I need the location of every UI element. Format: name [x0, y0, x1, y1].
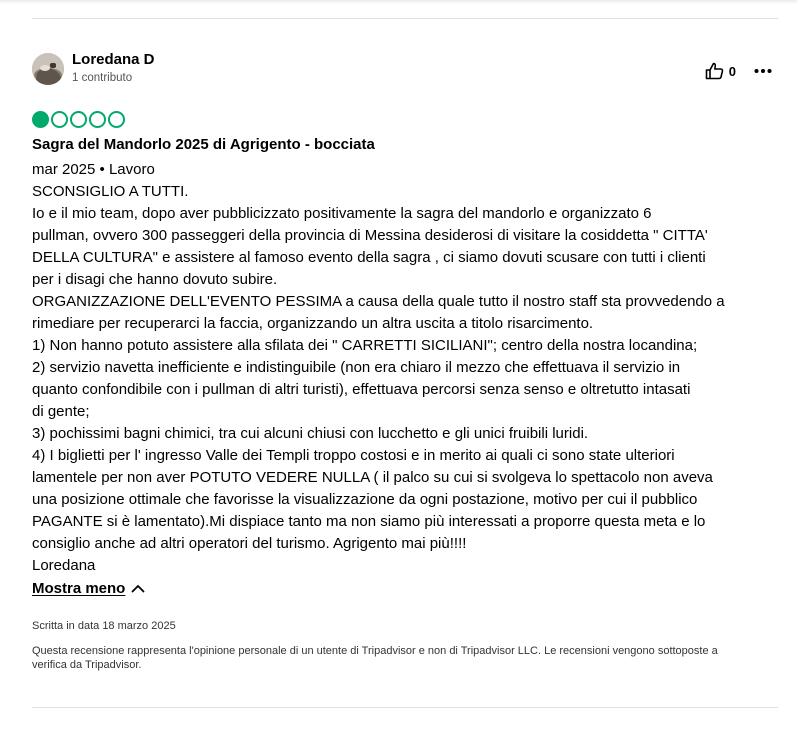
- thumbs-up-icon: [705, 62, 725, 80]
- review-body-line: pullman, ovvero 300 passeggeri della provincia di Messina desiderosi di visitare la cosiddetta " CITTA': [32, 227, 708, 244]
- helpful-count: 0: [728, 63, 736, 79]
- more-options-icon: [754, 68, 772, 74]
- user-avatar-photo-icon: [32, 53, 64, 85]
- contributions-count: 1 contributo: [72, 72, 133, 84]
- review-meta: mar 2025 • Lavoro: [32, 161, 155, 178]
- rating-bubble-empty: [89, 111, 106, 128]
- rating-bubbles: [32, 111, 778, 128]
- user-info: [72, 51, 155, 86]
- show-less-button[interactable]: [32, 580, 145, 597]
- written-date: Scritta in data 18 marzo 2025: [32, 620, 176, 632]
- review-body-line: quanto confondibile con i pullman di altri turisti), effettuava percorsi senza senso e oltretutto intasati: [32, 381, 691, 398]
- top-edge-shadow: [0, 0, 797, 4]
- review-body-line: PAGANTE si è lamentato).Mi dispiace tanto ma non siamo più interessati a proporre questa meta e lo: [32, 513, 706, 530]
- chevron-up-icon: [131, 584, 145, 593]
- review-body-line: DELLA CULTURA" e assistere al famoso evento della sagra , ci siamo dovuti scusare con tutti i clienti: [32, 249, 706, 266]
- review-body-line: 3) pochissimi bagni chimici, tra cui alcuni chiusi con lucchetto e gli unici fruibili luridi.: [32, 425, 589, 442]
- review-body-line: una posizione ottimale che favorisse la visualizzazione da ogni postazione, motivo per cui il pubblico: [32, 491, 698, 508]
- rating-bubble-empty: [51, 111, 68, 128]
- top-divider: [32, 18, 778, 19]
- helpful-vote-button[interactable]: [705, 62, 736, 80]
- review-body-line: consiglio anche ad altri operatori del turismo. Agrigento mai più!!!!: [32, 535, 467, 552]
- review-body-line: 1) Non hanno potuto assistere alla sfilata dei " CARRETTI SICILIANI"; centro della nostra locandina;: [32, 337, 698, 354]
- avatar[interactable]: [32, 53, 64, 85]
- review-body-line: 4) I biglietti per l' ingresso Valle dei Templi troppo costosi e in merito ai quali ci sono state ulteriori: [32, 447, 675, 464]
- review-body-line: SCONSIGLIO A TUTTI.: [32, 183, 189, 200]
- review-body-line: 2) servizio navetta inefficiente e indistinguibile (non era chiaro il mezzo che effettuava il servizio in: [32, 359, 681, 376]
- review-card: [32, 40, 778, 672]
- more-options-button[interactable]: [754, 68, 772, 74]
- bottom-divider: [32, 707, 778, 708]
- review-body-line: Loredana: [32, 557, 96, 574]
- rating-bubble-empty: [70, 111, 87, 128]
- review-body-line: per i disagi che hanno dovuto subire.: [32, 271, 278, 288]
- review-body-line: lamentele per non aver POTUTO VEDERE NULLA ( il palco su cui si svolgeva lo spettacolo non aveva: [32, 469, 713, 486]
- rating-bubble-empty: [108, 111, 125, 128]
- show-less-label: Mostra meno: [32, 580, 126, 597]
- review-actions: [705, 62, 772, 80]
- rating-bubble-filled: [32, 111, 49, 128]
- review-header: [32, 40, 778, 100]
- review-body-line: ORGANIZZAZIONE DELL'EVENTO PESSIMA a causa della quale tutto il nostro staff sta provvedendo a: [32, 293, 725, 310]
- username-link[interactable]: Loredana D: [72, 51, 155, 68]
- review-body-line: rimediare per recuperarci la faccia, organizzando un altra uscita a titolo risarcimento.: [32, 315, 594, 332]
- review-disclaimer: Questa recensione rappresenta l'opinione personale di un utente di Tripadvisor e non di Tripadvisor LLC. Le recensioni vengono sottoposte a verifica da Tripadvisor.: [32, 645, 718, 671]
- review-title[interactable]: Sagra del Mandorlo 2025 di Agrigento - bocciata: [32, 136, 375, 153]
- review-body-line: di gente;: [32, 403, 90, 420]
- review-body: [32, 181, 778, 577]
- review-body-line: Io e il mio team, dopo aver pubblicizzato positivamente la sagra del mandorlo e organizzato 6: [32, 205, 652, 222]
